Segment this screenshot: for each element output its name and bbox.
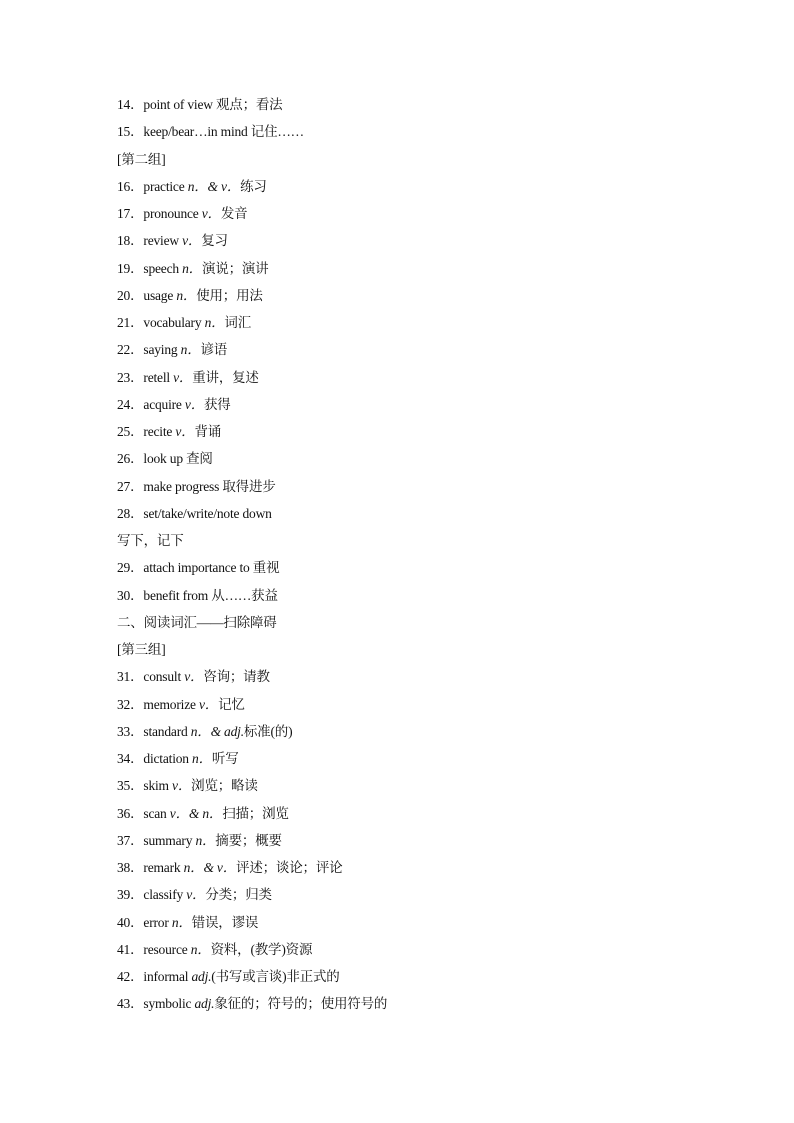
item-gloss: 分类；归类 — [205, 887, 272, 903]
vocab-item — [117, 913, 258, 933]
item-gloss: 词汇 — [224, 315, 252, 330]
vocab-item — [117, 586, 278, 606]
item-term: symbolic — [143, 996, 195, 1012]
item-gloss: 练习 — [240, 178, 267, 194]
item-number: 30． — [117, 587, 144, 603]
vocab-item — [117, 449, 213, 469]
item-gloss: 背诵 — [194, 424, 222, 439]
item-gloss: 听写 — [211, 751, 239, 766]
vocab-item — [117, 695, 245, 715]
item-number: 24． — [117, 396, 144, 412]
item-number: 21． — [117, 315, 144, 330]
item-term: point of view — [143, 97, 216, 112]
item-number: 26． — [117, 451, 144, 467]
section-heading: [第三组] — [117, 642, 166, 657]
item-term: set/take/write/note down — [143, 505, 272, 521]
item-number: 19． — [117, 260, 144, 276]
item-number: 36． — [117, 805, 144, 821]
vocab-item — [117, 395, 231, 415]
item-part-of-speech: v． — [184, 396, 204, 412]
item-gloss: 摘要；概要 — [215, 832, 282, 848]
vocab-item — [117, 558, 279, 578]
item-gloss: 标准(的) — [243, 723, 293, 739]
item-term: saying — [143, 342, 181, 358]
item-number: 33． — [117, 723, 144, 739]
section-heading: [第二组] — [117, 151, 166, 167]
item-term: consult — [143, 669, 185, 685]
item-term: attach importance to — [143, 560, 253, 576]
item-number: 32． — [117, 696, 144, 712]
item-number: 23． — [117, 369, 144, 385]
item-part-of-speech: n． — [182, 260, 202, 276]
item-term: retell — [143, 369, 174, 385]
item-term: speech — [143, 260, 183, 276]
vocab-item — [117, 286, 263, 306]
item-number: 38． — [117, 860, 144, 875]
item-number: 31． — [117, 669, 144, 685]
item-gloss: 象征的；符号的；使用符号的 — [214, 996, 388, 1012]
item-term: memorize — [143, 696, 199, 712]
item-term: look up — [143, 451, 187, 467]
item-term: practice — [143, 178, 188, 194]
item-part-of-speech: v． — [186, 887, 206, 903]
item-part-of-speech: n．& v． — [187, 178, 241, 194]
item-number: 41． — [117, 941, 144, 957]
item-part-of-speech: n． — [176, 287, 197, 303]
vocab-item — [117, 368, 259, 388]
item-number: 34． — [117, 751, 144, 766]
item-gloss: 评述；谈论；评论 — [236, 860, 343, 875]
item-term: recite — [143, 424, 176, 439]
item-number: 20． — [117, 287, 144, 303]
vocab-item — [117, 776, 258, 796]
vocab-item — [117, 95, 282, 115]
vocab-item — [117, 340, 227, 360]
vocab-item — [117, 259, 268, 279]
item-number: 17． — [117, 206, 144, 221]
item-part-of-speech: v． — [175, 424, 195, 439]
item-continuation: 写下，记下 — [117, 533, 184, 548]
item-term: summary — [143, 832, 196, 848]
item-gloss: 重视 — [252, 560, 280, 576]
item-gloss: 发音 — [220, 206, 248, 221]
section-heading: 二、阅读词汇——扫除障碍 — [117, 614, 277, 630]
item-term: standard — [143, 723, 191, 739]
item-gloss: 浏览；略读 — [191, 778, 258, 794]
item-number: 18． — [117, 233, 144, 249]
item-term: keep/bear…in mind — [143, 124, 251, 140]
vocab-item — [117, 804, 289, 824]
vocab-item — [117, 967, 340, 987]
vocab-item — [117, 177, 267, 197]
item-part-of-speech: v． — [172, 778, 192, 794]
item-number: 39． — [117, 887, 144, 903]
vocab-item — [117, 231, 228, 251]
item-part-of-speech: n． — [190, 941, 211, 957]
vocab-item — [117, 422, 221, 442]
vocab-item — [117, 313, 251, 333]
item-gloss: 查阅 — [186, 451, 213, 467]
item-gloss: 咨询；请教 — [203, 669, 270, 685]
item-term: skim — [143, 778, 173, 794]
item-number: 29． — [117, 560, 144, 576]
item-term: review — [143, 233, 183, 249]
item-term: scan — [143, 805, 170, 821]
item-gloss: 使用；用法 — [196, 287, 263, 303]
item-part-of-speech: n． — [195, 832, 216, 848]
item-number: 25． — [117, 424, 144, 439]
vocab-item — [117, 885, 272, 905]
vocab-item — [117, 722, 292, 742]
item-gloss: 获得 — [204, 396, 231, 412]
item-gloss: 取得进步 — [222, 478, 276, 494]
item-part-of-speech: adj. — [194, 996, 215, 1012]
item-term: resource — [143, 941, 191, 957]
item-gloss: (书写或言谈)非正式的 — [211, 969, 340, 984]
item-term: usage — [143, 287, 177, 303]
vocab-item — [117, 858, 342, 878]
item-number: 28． — [117, 505, 144, 521]
item-number: 42． — [117, 969, 144, 984]
item-gloss: 谚语 — [200, 342, 228, 358]
item-gloss: 观点；看法 — [215, 97, 283, 112]
item-term: informal — [143, 969, 192, 984]
item-term: classify — [143, 887, 187, 903]
item-number: 37． — [117, 832, 144, 848]
item-gloss: 演说；演讲 — [201, 260, 269, 276]
item-term: benefit from — [143, 587, 212, 603]
item-term: remark — [143, 860, 184, 875]
item-part-of-speech: n．& adj. — [190, 723, 244, 739]
item-gloss: 错误，谬误 — [191, 914, 259, 930]
vocab-item — [117, 204, 247, 224]
item-term: dictation — [143, 751, 193, 766]
item-part-of-speech: v． — [201, 206, 221, 221]
item-number: 43． — [117, 996, 144, 1012]
vocab-item — [117, 994, 387, 1014]
item-part-of-speech: n．& v． — [183, 860, 237, 875]
item-part-of-speech: v． — [182, 233, 202, 249]
item-part-of-speech: v． — [198, 696, 219, 712]
item-part-of-speech: v． — [184, 669, 204, 685]
item-term: acquire — [143, 396, 185, 412]
item-term: make progress — [143, 478, 223, 494]
vocab-item — [117, 122, 304, 142]
vocab-item — [117, 831, 282, 851]
item-part-of-speech: v．& n． — [169, 805, 223, 821]
item-part-of-speech: adj. — [191, 969, 212, 984]
item-term: pronounce — [143, 206, 202, 221]
item-number: 16． — [117, 178, 144, 194]
vocab-item — [117, 504, 272, 524]
vocab-item — [117, 667, 270, 687]
item-part-of-speech: v． — [173, 369, 193, 385]
item-gloss: 重讲，复述 — [192, 369, 259, 385]
vocab-item — [117, 940, 312, 960]
vocab-item — [117, 749, 239, 769]
item-gloss: 从……获益 — [211, 587, 278, 603]
item-part-of-speech: n． — [171, 914, 192, 930]
item-number: 14． — [117, 97, 144, 112]
item-gloss: 记住…… — [250, 124, 304, 140]
item-number: 22． — [117, 342, 144, 358]
item-gloss: 扫描；浏览 — [222, 805, 289, 821]
item-number: 40． — [117, 914, 144, 930]
item-part-of-speech: n． — [204, 315, 225, 330]
item-term: vocabulary — [143, 315, 205, 330]
item-number: 15． — [117, 124, 144, 140]
item-gloss: 资料，(教学)资源 — [210, 941, 313, 957]
item-part-of-speech: n． — [180, 342, 201, 358]
item-number: 35． — [117, 778, 144, 794]
item-gloss: 记忆 — [218, 696, 245, 712]
item-term: error — [143, 914, 172, 930]
item-number: 27． — [117, 478, 144, 494]
vocab-item — [117, 477, 276, 497]
item-gloss: 复习 — [201, 233, 228, 249]
item-part-of-speech: n． — [192, 751, 212, 766]
